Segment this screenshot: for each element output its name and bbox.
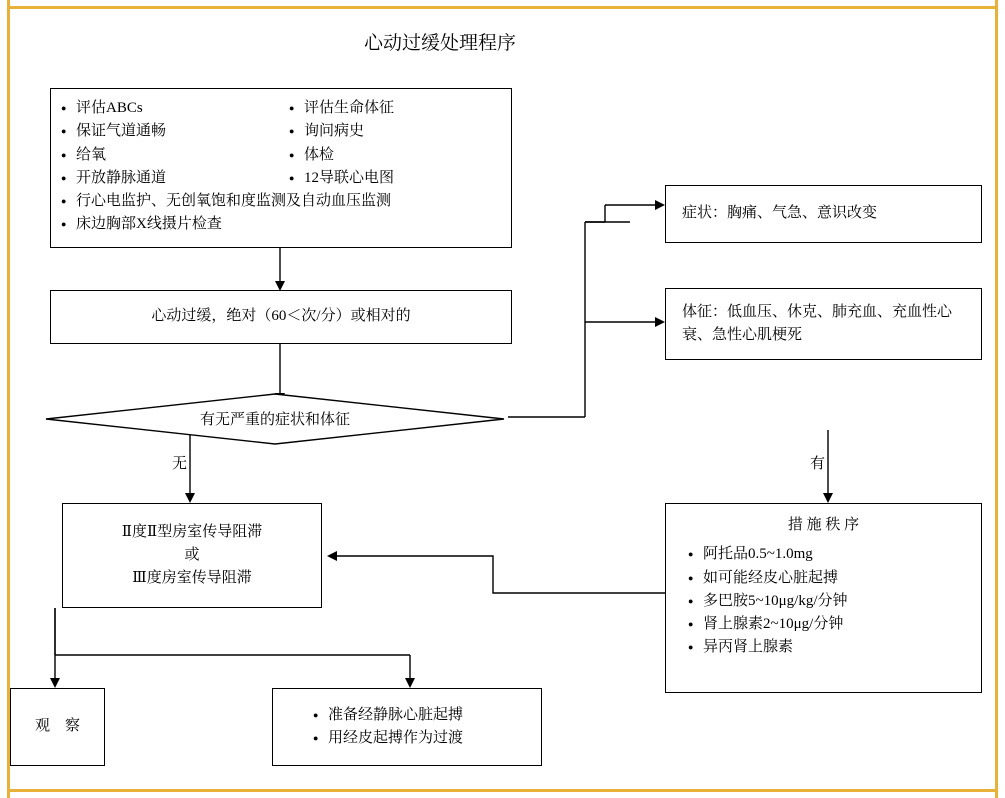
measures-list xyxy=(688,543,959,659)
list-item: ● 准备经静脉心脏起搏 xyxy=(313,704,501,727)
branch-label-no: 无 xyxy=(172,456,188,472)
list-item: ● 用经皮起搏作为过渡 xyxy=(313,727,501,750)
signs-box xyxy=(665,288,982,360)
page-border-right xyxy=(995,0,998,798)
observe-text: 观 察 xyxy=(34,718,80,735)
list-item: ● 如可能经皮心脏起搏 xyxy=(688,567,959,590)
decision-label: 有无严重的症状和体征 xyxy=(199,412,350,428)
av-block-line2: 或 xyxy=(184,546,200,563)
list-item: ● 床边胸部X线摄片检查 xyxy=(61,213,501,236)
initial-assessment-box xyxy=(50,88,512,248)
page-border-bottom xyxy=(7,789,998,792)
list-item: ● 12导联心电图 xyxy=(289,167,394,190)
symptoms-text: 症状：胸痛、气急、意识改变 xyxy=(682,205,878,222)
list-item: ● 异丙肾上腺素 xyxy=(688,636,959,659)
measures-heading: 措 施 秩 序 xyxy=(787,517,860,533)
page-border-top xyxy=(7,6,998,9)
list-item: ● 多巴胺5~10μg/kg/分钟 xyxy=(688,590,959,613)
signs-text: 体征：低血压、休克、肺充血、充血性心衰、急性心肌梗死 xyxy=(682,303,953,343)
chart-title: 心动过缓处理程序 xyxy=(363,33,516,54)
page-border-left xyxy=(7,0,10,798)
branch-label-yes: 有 xyxy=(810,456,826,472)
list-item: ● 行心电监护、无创氧饱和度监测及自动血压监测 xyxy=(61,190,501,213)
decision-diamond xyxy=(42,392,508,446)
av-block-box xyxy=(62,503,322,608)
initial-assessment-col1 xyxy=(61,97,289,190)
av-block-line3: Ⅲ度房室传导阻滞 xyxy=(132,570,252,587)
list-item: ● 肾上腺素2~10μg/分钟 xyxy=(688,613,959,636)
observe-box xyxy=(10,688,105,766)
list-item: ● 体检 xyxy=(289,144,394,167)
av-block-line1: Ⅱ度Ⅱ型房室传导阻滞 xyxy=(121,523,263,540)
list-item: ● 开放静脉通道 xyxy=(61,167,289,190)
bradycardia-definition-box xyxy=(50,290,512,344)
initial-assessment-wide xyxy=(61,190,501,237)
list-item: ● 保证气道通畅 xyxy=(61,120,289,143)
list-item: ● 评估ABCs xyxy=(61,97,289,120)
symptoms-box xyxy=(665,185,982,243)
list-item: ● 评估生命体征 xyxy=(289,97,394,120)
list-item: ● 询问病史 xyxy=(289,120,394,143)
pacing-box xyxy=(272,688,542,766)
pacing-list xyxy=(313,704,501,751)
initial-assessment-col2 xyxy=(289,97,394,190)
list-item: ● 给氧 xyxy=(61,144,289,167)
measures-box xyxy=(665,503,982,693)
list-item: ● 阿托品0.5~1.0mg xyxy=(688,543,959,566)
bradycardia-definition-text: 心动过缓，绝对（60＜次/分）或相对的 xyxy=(151,308,411,325)
